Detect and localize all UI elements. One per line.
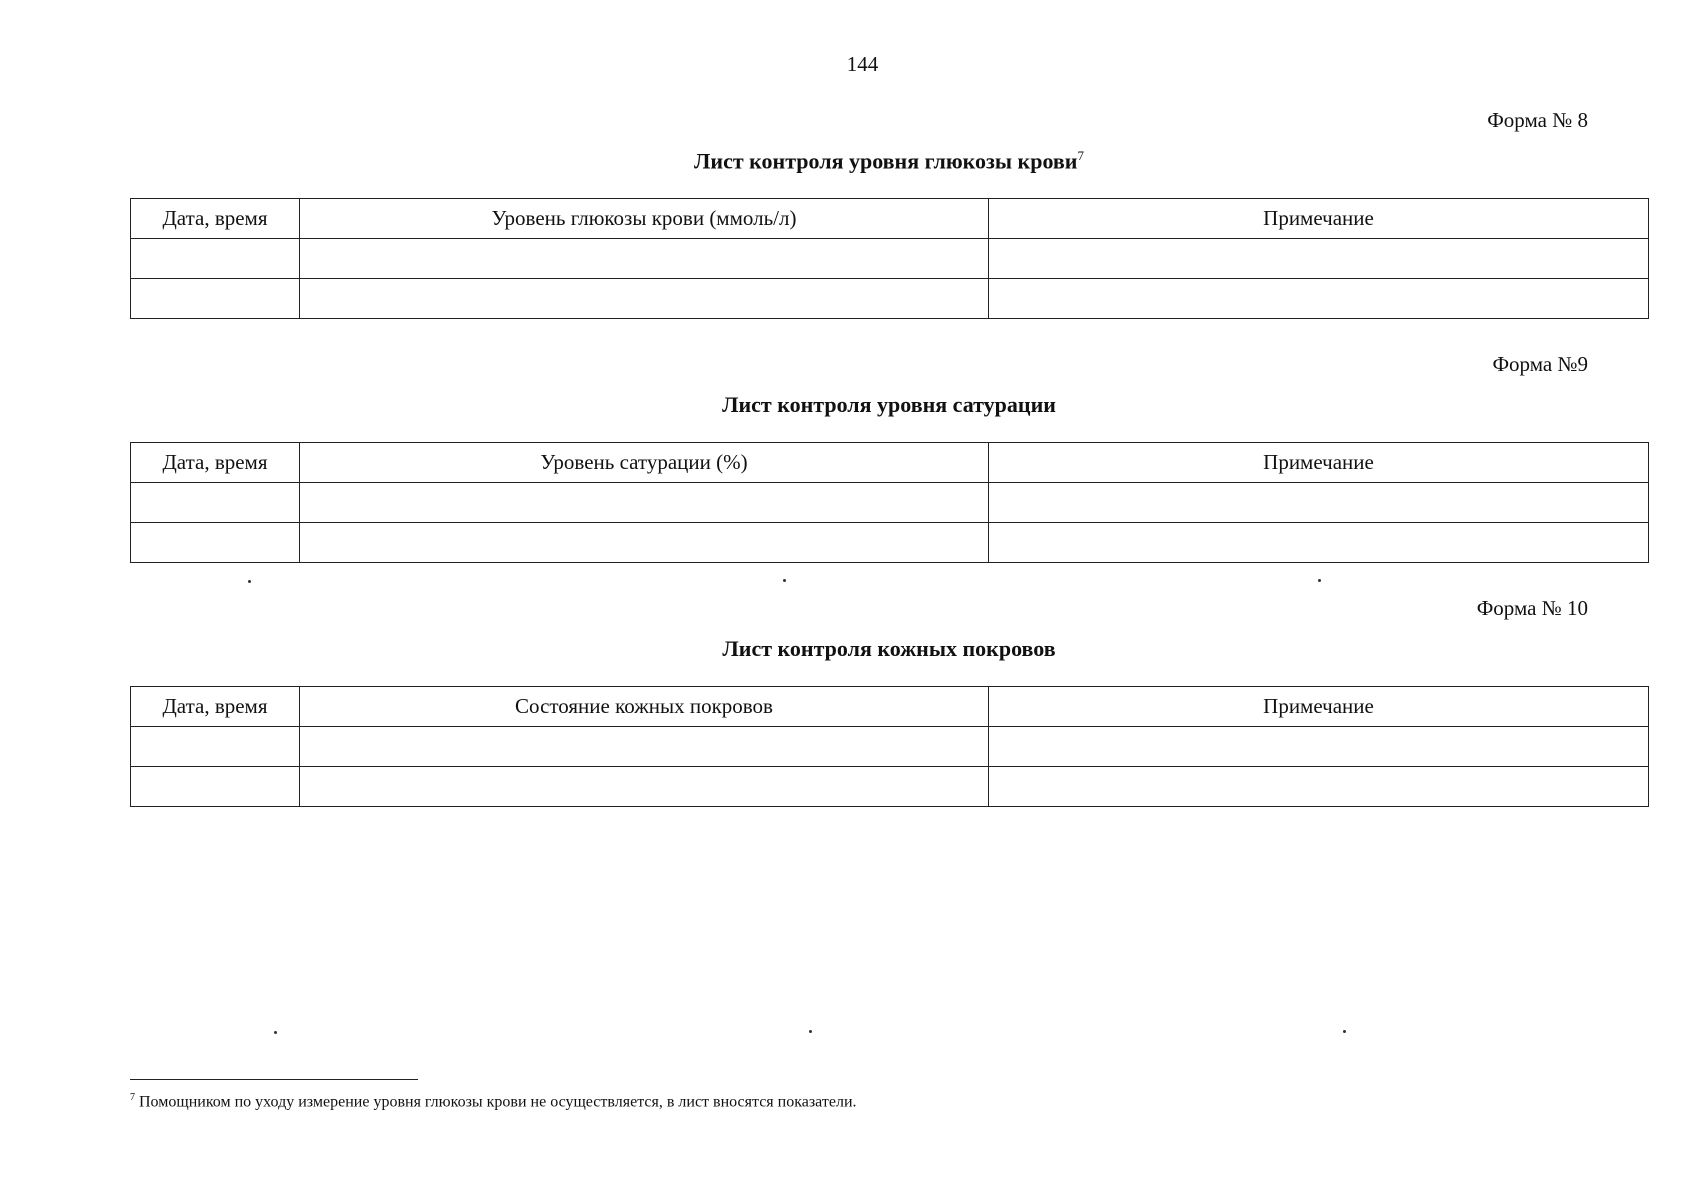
header-date-time: Дата, время (131, 687, 300, 727)
scan-speck (1343, 1030, 1346, 1033)
table-cell[interactable] (989, 279, 1649, 319)
table-row (131, 279, 1649, 319)
table-header-row (131, 199, 1649, 239)
form-10-title: Лист контроля кожных покровов (722, 636, 1056, 661)
form-10-label: Форма № 10 (1476, 596, 1588, 620)
form-8-title (130, 148, 1648, 174)
form-8-footnote-mark: 7 (1077, 148, 1084, 163)
form-9-label: Форма №9 (1492, 352, 1588, 376)
scan-speck (248, 580, 251, 583)
table-row (131, 523, 1649, 563)
header-note: Примечание (989, 199, 1649, 239)
header-note: Примечание (989, 443, 1649, 483)
table-header-row (131, 687, 1649, 727)
table-cell[interactable] (300, 239, 989, 279)
scan-speck (809, 1030, 812, 1033)
table-cell[interactable] (989, 523, 1649, 563)
table-header-row (131, 443, 1649, 483)
table-cell[interactable] (300, 483, 989, 523)
table-cell[interactable] (989, 483, 1649, 523)
table-cell[interactable] (300, 767, 989, 807)
table-cell[interactable] (131, 279, 300, 319)
table-cell[interactable] (131, 767, 300, 807)
header-date-time: Дата, время (131, 443, 300, 483)
table-row (131, 483, 1649, 523)
header-date-time: Дата, время (131, 199, 300, 239)
scan-speck (1318, 579, 1321, 582)
scan-speck (274, 1031, 277, 1034)
table-cell[interactable] (131, 523, 300, 563)
header-skin-condition: Состояние кожных покровов (300, 687, 989, 727)
table-row (131, 767, 1649, 807)
table-cell[interactable] (131, 483, 300, 523)
footnote-separator (130, 1079, 418, 1080)
form-8-label: Форма № 8 (1487, 108, 1588, 132)
form-9-title: Лист контроля уровня сатурации (722, 392, 1056, 417)
table-cell[interactable] (131, 239, 300, 279)
table-cell[interactable] (300, 523, 989, 563)
footnote (130, 1092, 857, 1111)
table-cell[interactable] (989, 239, 1649, 279)
table-cell[interactable] (300, 727, 989, 767)
table-cell[interactable] (989, 767, 1649, 807)
footnote-text: Помощником по уходу измерение уровня глюкозы крови не осуществляется, в лист вносятся показатели. (135, 1093, 857, 1111)
table-cell[interactable] (300, 279, 989, 319)
page-number: 144 (846, 52, 879, 76)
header-note: Примечание (989, 687, 1649, 727)
glucose-control-table (130, 198, 1649, 319)
table-row (131, 239, 1649, 279)
form-8-title-text: Лист контроля уровня глюкозы крови (694, 148, 1078, 174)
scan-speck (783, 579, 786, 582)
table-row (131, 727, 1649, 767)
header-saturation-level: Уровень сатурации (%) (300, 443, 989, 483)
table-cell[interactable] (131, 727, 300, 767)
header-glucose-level: Уровень глюкозы крови (ммоль/л) (300, 199, 989, 239)
table-cell[interactable] (989, 727, 1649, 767)
saturation-control-table (130, 442, 1649, 563)
footnote-mark: 7 (130, 1092, 135, 1103)
skin-control-table (130, 686, 1649, 807)
